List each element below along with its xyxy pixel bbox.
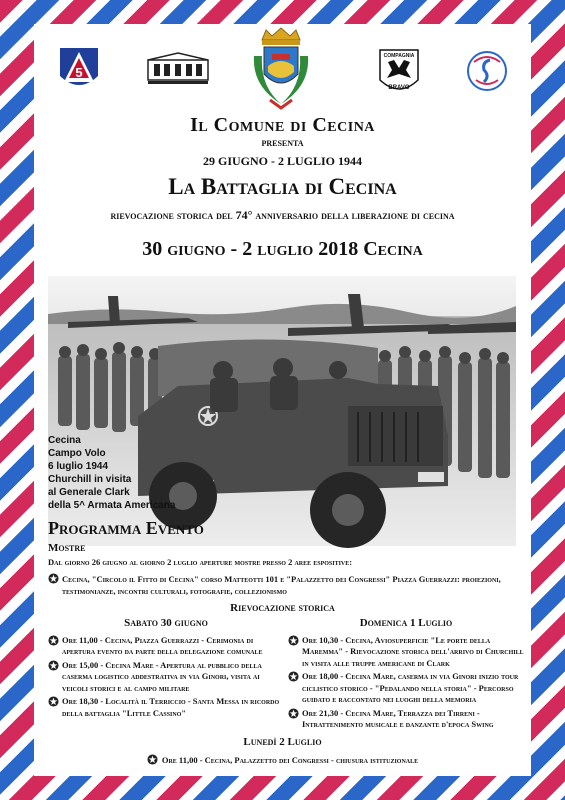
cecina-coat-of-arms-icon — [248, 26, 314, 112]
svg-text:COMPAGNIA: COMPAGNIA — [383, 53, 415, 59]
star-bullet-icon — [48, 660, 59, 671]
star-bullet-icon — [147, 754, 158, 765]
caption-line: Churchill in visita — [48, 474, 132, 485]
rievocazione-label: Rievocazione storica — [230, 602, 335, 614]
caption-line: Cecina — [48, 435, 81, 446]
list-item — [48, 696, 284, 719]
programma-title: Programma Evento — [48, 518, 204, 538]
domenica-heading: Domenica 1 Luglio — [359, 617, 453, 629]
poster-sheet — [34, 24, 531, 776]
entry-text: Ore 18,30 - Località il Terriccio - Santa Messa in ricordo della battaglia "Little Cassino" — [62, 696, 280, 718]
star-bullet-icon — [48, 696, 59, 707]
star-bullet-icon — [288, 671, 299, 682]
association-logo-icon — [146, 52, 210, 86]
compagnia-bravo-logo-icon — [378, 48, 420, 98]
star-bullet-icon — [288, 635, 299, 646]
svg-text:5: 5 — [75, 65, 83, 80]
presenta-label: presenta — [261, 137, 304, 149]
mostre-item — [48, 573, 528, 599]
list-item — [288, 671, 524, 706]
entry-text: Ore 18,00 - Cecina Mare, caserma in via Ginori inizio tour ciclistico storico - "Pedalando nella storia" - Percorso guidato e raccontato nei luoghi della memoria — [302, 671, 519, 704]
svg-text:BRAVO: BRAVO — [388, 85, 410, 91]
event-title: La Battaglia di Cecina — [168, 174, 397, 199]
caption-line: al Generale Clark — [48, 487, 130, 498]
lunedi-heading: Lunedì 2 Luglio — [243, 736, 322, 748]
list-item — [48, 573, 528, 597]
sabato-column — [48, 618, 284, 721]
event-dates: 30 giugno - 2 luglio 2018 Cecina — [142, 238, 423, 260]
entry-text: Ore 11,00 - Cecina, Piazza Guerrazzi - Cerimonia di apertura evento da parte della delegazione comunale — [62, 634, 263, 656]
list-item — [288, 708, 524, 731]
caption-line: Campo Volo — [48, 448, 106, 459]
comune-title: Il Comune di Cecina — [190, 114, 375, 136]
historic-dates: 29 GIUGNO - 2 LUGLIO 1944 — [202, 154, 362, 168]
star-bullet-icon — [288, 708, 299, 719]
list-item — [288, 635, 524, 670]
entry-text: Ore 10,30 - Cecina, Aviosuperficie "Le porte della Maremma" - Rievocazione storica dell'arrivo di Churchill in visita alle truppe americane di Clark — [302, 634, 524, 668]
list-item — [48, 635, 284, 658]
event-subtitle: rievocazione storica del 74° anniversario della liberazione di cecina — [110, 208, 455, 222]
sabato-heading: Sabato 30 giugno — [124, 617, 208, 629]
list-item — [48, 660, 284, 695]
entry-text: Ore 21,30 - Cecina Mare, Terrazza dei Tirreni - Intrattenimento musicale e danzante d'epoca Swing — [302, 707, 494, 729]
caption-line: 6 luglio 1944 — [48, 461, 109, 472]
mostre-intro: Dal giorno 26 giugno al giorno 2 luglio aperture mostre presso 2 aree espositive: — [48, 557, 353, 567]
logos-row — [34, 26, 531, 116]
mostre-label: Mostre — [48, 542, 86, 554]
star-bullet-icon — [48, 635, 59, 646]
caption-line: della 5^ Armata Americana — [48, 500, 176, 511]
entry-text: Ore 11,00 - Cecina, Palazzetto dei Congressi - chiusura istituzionale — [161, 755, 419, 765]
photo-caption — [48, 434, 178, 512]
star-bullet-icon — [48, 573, 59, 584]
lunedi-entry — [34, 754, 531, 765]
mostre-item-text: Cecina, "Circolo il Fitto di Cecina" corso Matteotti 101 e "Palazzetto dei Congressi" Piazza Guerrazzi: proiezioni, testimonianze, incontri culturali, fotografie, collezionismo — [62, 574, 501, 596]
fifth-army-patch-icon — [58, 46, 100, 94]
circle-logo-icon — [464, 48, 510, 94]
entry-text: Ore 15,00 - Cecina Mare - Apertura al pubblico della caserma logistico addestrativa in via Ginori, visita ai veicoli storici e al campo militare — [62, 659, 262, 693]
domenica-column — [288, 618, 524, 733]
